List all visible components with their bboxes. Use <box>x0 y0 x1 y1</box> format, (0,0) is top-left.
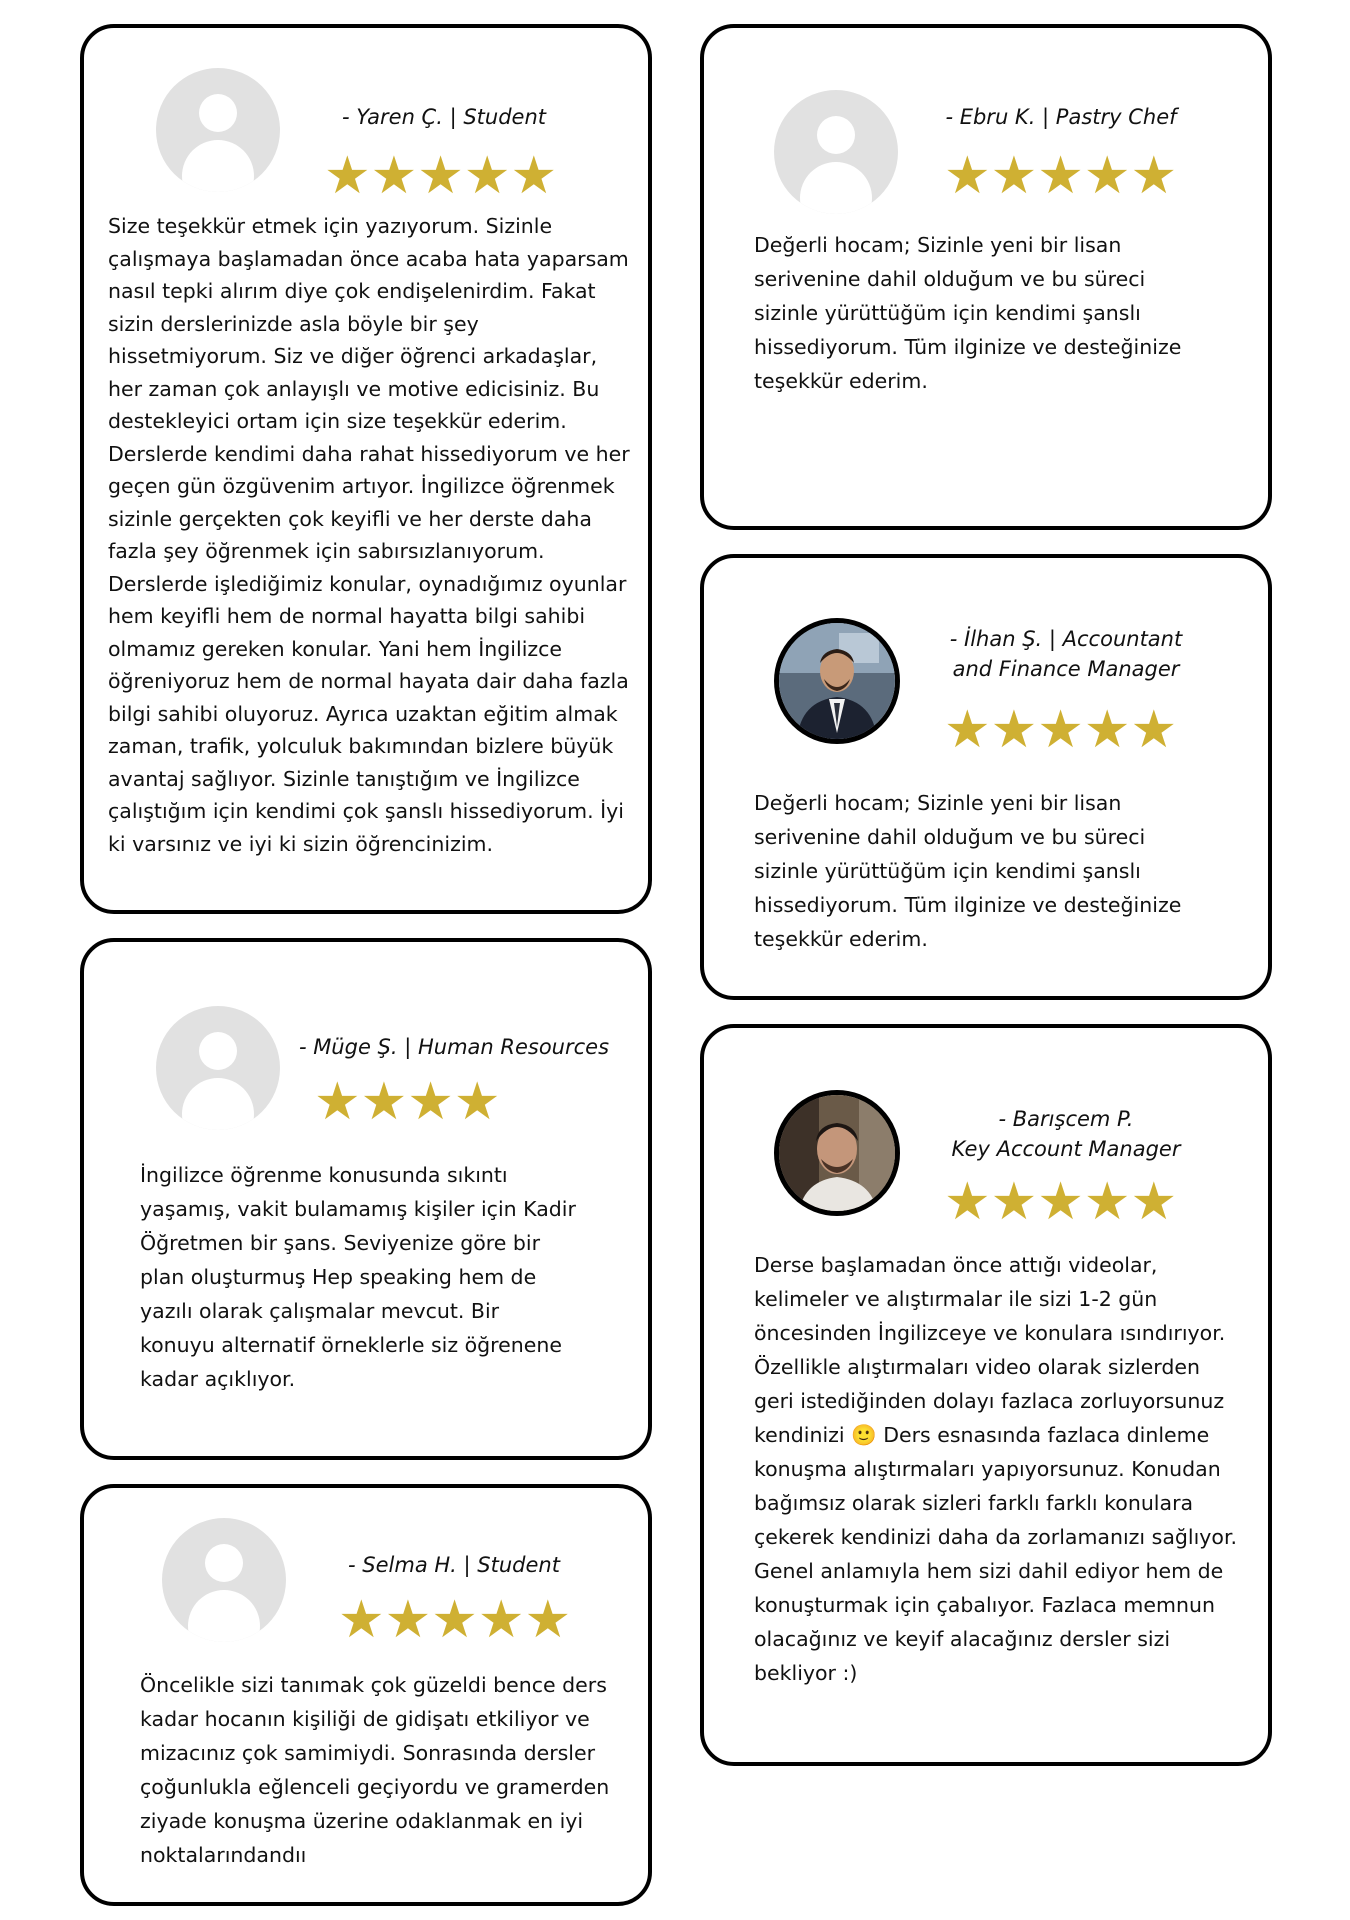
star-rating: ★★★★★ <box>324 146 558 206</box>
default-avatar-icon <box>156 68 280 192</box>
review-author-line2: Key Account Manager <box>951 1137 1181 1161</box>
review-text: Öncelikle sizi tanımak çok güzeldi bence ders kadar hocanın kişiliği de gidişatı etkiliyor ve mizacınız çok samimiydi. Sonrasında dersler çoğunlukla eğlenceli geçiyordu ve gramerden ziyade konuşma üzerine odaklanmak en iyi noktalarındandıı <box>140 1673 610 1867</box>
review-author-line1: - Barışcem P. <box>998 1107 1134 1131</box>
default-avatar-icon <box>774 90 898 214</box>
review-card-ilhan <box>700 554 1272 1000</box>
star-rating: ★★★★ <box>314 1072 501 1132</box>
review-author: - Selma H. | Student <box>348 1553 560 1577</box>
review-text: Değerli hocam; Sizinle yeni bir lisan serivenine dahil olduğum ve bu süreci sizinle yürüttüğüm için kendimi şanslı hissediyorum. Tüm ilginize ve desteğinize teşekkür ederim. <box>754 791 1182 951</box>
star-rating: ★★★★★ <box>944 700 1178 760</box>
default-avatar-icon <box>162 1518 286 1642</box>
review-text <box>754 1248 1244 1690</box>
profile-photo-ilhan <box>774 618 900 744</box>
default-avatar-icon <box>156 1006 280 1130</box>
profile-photo-bariscem <box>774 1090 900 1216</box>
review-text-part1: Derse başlamadan önce attığı videolar, kelimeler ve alıştırmalar ile sizi 1-2 gün öncesinden İngilizceye ve konulara ısındırıyor. Özellikle alıştırmaları video olarak sizlerden geri istediğinden dolayı fazlaca zorluyorsunuz kendinizi <box>754 1253 1226 1447</box>
review-author-line2: and Finance Manager <box>952 657 1180 681</box>
star-rating: ★★★★★ <box>944 1172 1178 1232</box>
review-text: Size teşekkür etmek için yazıyorum. Sizinle çalışmaya başlamadan önce acaba hata yaparsam nasıl tepki alırım diye çok endişelenirdim. Fakat sizin derslerinizde asla böyle bir şey hissetmiyorum. Siz ve diğer öğrenci arkadaşlar, her zaman çok anlayışlı ve motive edicisiniz. Bu destekleyici ortam için size teşekkür ederim. Derslerde kendimi daha rahat hissediyorum ve her geçen gün özgüvenim artıyor. İngilizce öğrenmek sizinle gerçekten çok keyifli ve her derste daha fazla şey öğrenmek için sabırsızlanıyorum. Derslerde işlediğimiz konular, oynadığımız oyunlar hem keyifli hem de normal hayatta bilgi sahibi olmamız gereken konular. Yani hem İngilizce öğreniyoruz hem de normal hayata dair daha fazla bilgi sahibi oluyoruz. Ayrıca uzaktan eğitim almak zaman, trafik, yolculuk bakımından bizlere büyük avantaj sağlıyor. Sizinle tanıştığım ve İngilizce çalıştığım için kendimi çok şanslı hissediyorum. İyi ki varsınız ve iyi ki sizin öğrencinizim. <box>108 214 630 856</box>
star-rating: ★★★★★ <box>944 146 1178 206</box>
review-text: Değerli hocam; Sizinle yeni bir lisan serivenine dahil olduğum ve bu süreci sizinle yürüttüğüm için kendimi şanslı hissediyorum. Tüm ilginize ve desteğinize teşekkür ederim. <box>754 233 1182 393</box>
review-author: - Yaren Ç. | Student <box>342 105 546 129</box>
review-text: İngilizce öğrenme konusunda sıkıntı yaşamış, vakit bulamamış kişiler için Kadir Öğretmen bir şans. Seviyenize göre bir plan oluşturmuş Hep speaking hem de yazılı olarak çalışmalar mevcut. Bir konuyu alternatif örneklerle siz öğrenene kadar açıklıyor. <box>140 1163 576 1391</box>
smile-emoji-icon: 🙂 <box>851 1423 877 1447</box>
review-card-ebru <box>700 24 1272 530</box>
review-card-bariscem <box>700 1024 1272 1766</box>
review-text-part2: Ders esnasında fazlaca dinleme konuşma alıştırmaları yapıyorsunuz. Konudan bağımsız olarak sizleri farklı farklı konulara çekerek kendinizi daha da zorlamanızı sağlıyor. Genel anlamıyla hem sizi dahil ediyor hem de konuşturmak için çabalıyor. Fazlaca memnun olacağınız ve keyif alacağınız dersler sizi bekliyor :) <box>754 1423 1238 1685</box>
review-author-line1: - İlhan Ş. | Accountant <box>949 627 1183 651</box>
review-card-muge <box>80 938 652 1460</box>
star-rating: ★★★★★ <box>338 1590 572 1650</box>
review-author: - Müge Ş. | Human Resources <box>298 1035 610 1059</box>
review-author: - Ebru K. | Pastry Chef <box>945 105 1177 129</box>
review-card-selma <box>80 1484 652 1906</box>
review-card-yaren <box>80 24 652 914</box>
